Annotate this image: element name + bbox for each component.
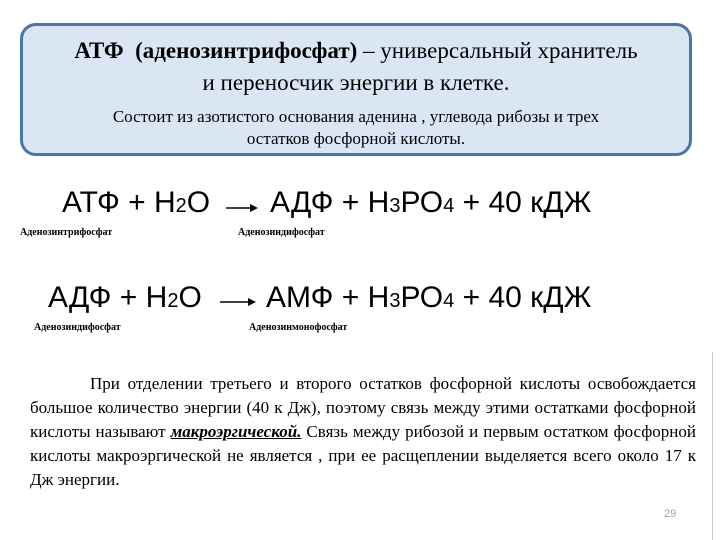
label-adp-2: Аденозиндифосфат xyxy=(34,322,121,333)
definition-part-1: – универсальный хранитель xyxy=(363,38,638,63)
reaction-arrow-icon xyxy=(220,292,258,306)
macroergic-term: макроэргической. xyxy=(170,422,302,441)
composition-line-1: Состоит из азотистого основания аденина , углевода рибозы и трех xyxy=(112,107,600,126)
definition-line-1 xyxy=(23,38,689,64)
equation-2-right: АМФ + Н3РО4 + 40 кДЖ xyxy=(266,281,592,314)
composition-text xyxy=(23,106,689,150)
label-adp: Аденозиндифосфат xyxy=(238,227,325,238)
equation-1-right: АДФ + Н3РО4 + 40 кДЖ xyxy=(270,186,592,219)
divider-line xyxy=(712,352,713,540)
page-number: 29 xyxy=(664,508,677,520)
reaction-arrow-icon xyxy=(226,198,260,212)
equation-1-left: АТФ + Н2О xyxy=(62,186,211,219)
composition-line-2: остатков фосфорной кислоты. xyxy=(246,129,466,148)
definition-line-2: и переносчик энергии в клетке. xyxy=(202,70,510,95)
label-amp: Аденозинмонофосфат xyxy=(249,322,348,333)
equation-2-left: АДФ + Н2О xyxy=(48,281,202,314)
label-atp: Аденозинтрифосфат xyxy=(20,227,113,238)
definition-box xyxy=(20,23,692,156)
explanation-paragraph: При отделении третьего и второго остатков фосфорной кислоты освобождается большое количество энергии (40 к Дж), поэтому связь между этими остатками фосфорной кислоты называют макроэргической. Связь между рибозой и первым остатком фосфорной кислоты макроэргической не является , при ее расщеплении выделяется всего около 17 к Дж энергии. xyxy=(30,374,696,489)
term-atp: АТФ xyxy=(74,38,124,63)
term-full: (аденозинтрифосфат) xyxy=(135,38,358,63)
